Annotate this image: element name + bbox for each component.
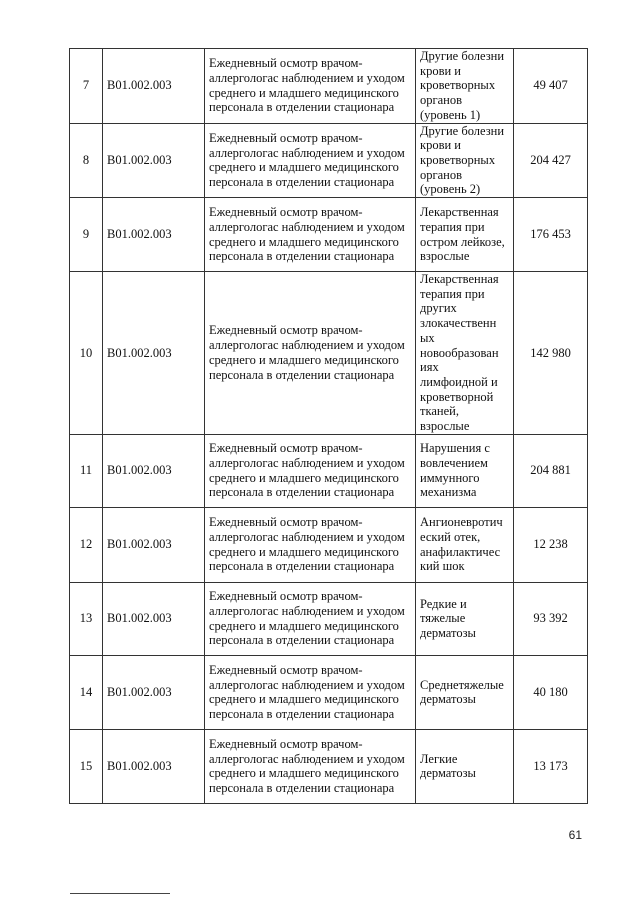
condition-group: Другие болезни крови и кроветворных органов (уровень 1) (416, 49, 514, 124)
table-row (70, 507, 588, 582)
table-row (70, 123, 588, 198)
service-code: B01.002.003 (103, 507, 205, 582)
condition-group: Ангионевротич еский отек, анафилактичес кий шок (416, 507, 514, 582)
condition-group: Лекарственная терапия при других злокачественн ых новообразован иях лимфоидной и кроветворной тканей, взрослые (416, 272, 514, 435)
table-row (70, 655, 588, 729)
service-description: Ежедневный осмотр врачом-аллергологас наблюдением и уходом среднего и младшего медицинского персонала в отделении стационара (205, 582, 416, 655)
tariff-value: 40 180 (514, 655, 588, 729)
service-code: B01.002.003 (103, 655, 205, 729)
tariff-value: 12 238 (514, 507, 588, 582)
tariff-value: 93 392 (514, 582, 588, 655)
tariff-table (69, 48, 588, 804)
row-number: 10 (70, 272, 103, 435)
table-row (70, 272, 588, 435)
tariff-value: 176 453 (514, 198, 588, 272)
service-code: B01.002.003 (103, 123, 205, 198)
scan-artifact-line (70, 893, 170, 894)
service-code: B01.002.003 (103, 198, 205, 272)
service-description: Ежедневный осмотр врачом-аллергологас наблюдением и уходом среднего и младшего медицинского персонала в отделении стационара (205, 123, 416, 198)
row-number: 8 (70, 123, 103, 198)
service-description: Ежедневный осмотр врачом-аллергологас наблюдением и уходом среднего и младшего медицинского персонала в отделении стационара (205, 49, 416, 124)
row-number: 15 (70, 729, 103, 803)
service-code: B01.002.003 (103, 729, 205, 803)
service-description: Ежедневный осмотр врачом-аллергологас наблюдением и уходом среднего и младшего медицинского персонала в отделении стационара (205, 434, 416, 507)
service-code: B01.002.003 (103, 434, 205, 507)
condition-group: Другие болезни крови и кроветворных органов (уровень 2) (416, 123, 514, 198)
condition-group: Нарушения с вовлечением иммунного механизма (416, 434, 514, 507)
row-number: 9 (70, 198, 103, 272)
table-row (70, 729, 588, 803)
condition-group: Редкие и тяжелые дерматозы (416, 582, 514, 655)
service-code: B01.002.003 (103, 582, 205, 655)
row-number: 13 (70, 582, 103, 655)
service-code: B01.002.003 (103, 272, 205, 435)
service-description: Ежедневный осмотр врачом-аллергологас наблюдением и уходом среднего и младшего медицинского персонала в отделении стационара (205, 655, 416, 729)
row-number: 12 (70, 507, 103, 582)
row-number: 7 (70, 49, 103, 124)
condition-group: Лекарственная терапия при остром лейкозе, взрослые (416, 198, 514, 272)
service-description: Ежедневный осмотр врачом-аллергологас наблюдением и уходом среднего и младшего медицинского персонала в отделении стационара (205, 198, 416, 272)
tariff-value: 49 407 (514, 49, 588, 124)
tariff-value: 204 427 (514, 123, 588, 198)
condition-group: Среднетяжелые дерматозы (416, 655, 514, 729)
table-row (70, 434, 588, 507)
table-row (70, 49, 588, 124)
service-description: Ежедневный осмотр врачом-аллергологас наблюдением и уходом среднего и младшего медицинского персонала в отделении стационара (205, 729, 416, 803)
table-row (70, 198, 588, 272)
page-number: 61 (568, 828, 582, 842)
row-number: 14 (70, 655, 103, 729)
service-code: B01.002.003 (103, 49, 205, 124)
row-number: 11 (70, 434, 103, 507)
service-description: Ежедневный осмотр врачом-аллергологас наблюдением и уходом среднего и младшего медицинского персонала в отделении стационара (205, 507, 416, 582)
tariff-value: 142 980 (514, 272, 588, 435)
service-description: Ежедневный осмотр врачом-аллергологас наблюдением и уходом среднего и младшего медицинского персонала в отделении стационара (205, 272, 416, 435)
table-row (70, 582, 588, 655)
tariff-value: 204 881 (514, 434, 588, 507)
condition-group: Легкие дерматозы (416, 729, 514, 803)
tariff-value: 13 173 (514, 729, 588, 803)
